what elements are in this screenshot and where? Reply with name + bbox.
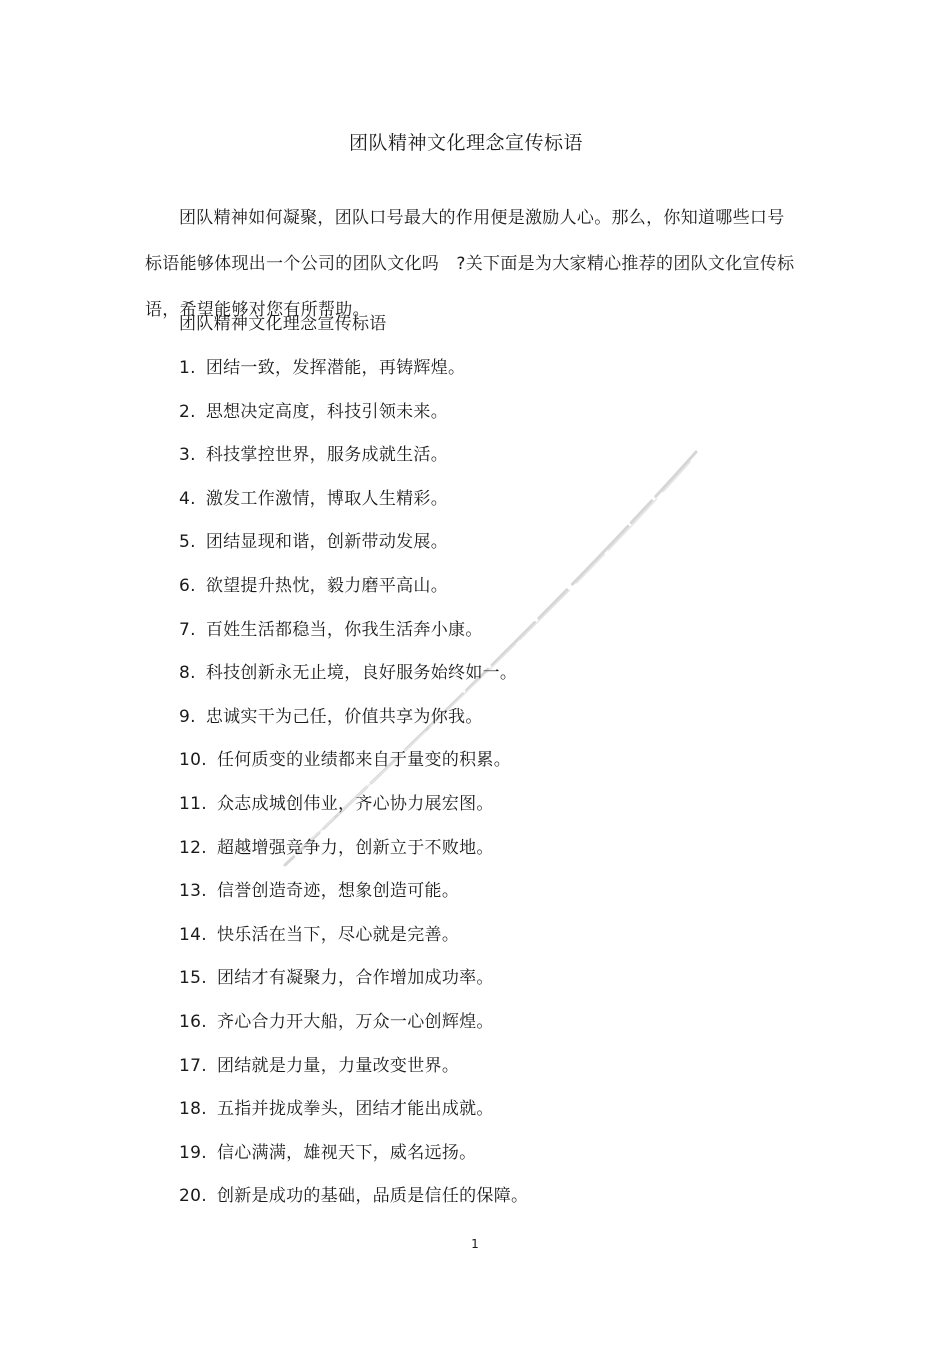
slogan-number: 16. <box>179 1011 207 1032</box>
slogan-text: 团结一致，发挥潜能，再铸辉煌。 <box>205 358 466 378</box>
slogan-number: 12. <box>179 837 207 858</box>
slogan-item <box>179 1007 528 1051</box>
slogan-item <box>179 876 528 920</box>
slogan-number: 19. <box>179 1142 207 1163</box>
document-title: 团队精神文化理念宣传标语 <box>348 132 583 154</box>
slogan-item <box>179 615 528 659</box>
slogan-text: 创新是成功的基础，品质是信任的保障。 <box>216 1186 529 1207</box>
section-subheading: 团队精神文化理念宣传标语 <box>179 314 387 334</box>
slogan-number: 13. <box>179 881 207 902</box>
slogan-text: 激发工作激情，博取人生精彩。 <box>205 488 449 509</box>
slogan-item <box>179 833 528 877</box>
slogan-number: 5. <box>179 532 196 553</box>
slogan-item <box>179 440 528 484</box>
slogan-text: 快乐活在当下，尽心就是完善。 <box>216 924 460 945</box>
slogan-number: 17. <box>179 1055 207 1076</box>
slogan-number: 1. <box>179 358 196 378</box>
slogan-text: 欲望提升热忱，毅力磨平高山。 <box>205 575 449 596</box>
slogan-item <box>179 920 528 964</box>
slogan-text: 百姓生活都稳当，你我生活奔小康。 <box>205 619 483 640</box>
slogan-number: 8. <box>179 663 196 684</box>
slogan-text: 信誉创造奇迹，想象创造可能。 <box>216 881 460 902</box>
slogan-text: 科技创新永无止境，良好服务始终如一。 <box>205 663 518 684</box>
slogan-number: 9. <box>179 706 196 727</box>
slogan-item <box>179 963 528 1007</box>
slogan-item <box>179 571 528 615</box>
slogan-list <box>179 353 528 1225</box>
slogan-item <box>179 745 528 789</box>
slogan-number: 4. <box>179 488 196 509</box>
slogan-text: 团结显现和谐，创新带动发展。 <box>205 532 449 553</box>
slogan-item <box>179 527 528 571</box>
slogan-number: 2. <box>179 401 196 422</box>
slogan-text: 五指并拢成拳头，团结才能出成就。 <box>216 1099 494 1120</box>
slogan-item <box>179 702 528 746</box>
slogan-text: 思想决定高度，科技引领未来。 <box>205 401 449 422</box>
slogan-text: 团结才有凝聚力，合作增加成功率。 <box>216 968 494 989</box>
slogan-item <box>179 658 528 702</box>
slogan-number: 7. <box>179 619 196 640</box>
slogan-item <box>179 1051 528 1095</box>
slogan-item <box>179 789 528 833</box>
slogan-item <box>179 397 528 441</box>
slogan-number: 14. <box>179 924 207 945</box>
slogan-number: 10. <box>179 750 207 771</box>
slogan-number: 11. <box>179 793 207 814</box>
slogan-item <box>179 1094 528 1138</box>
slogan-text: 任何质变的业绩都来自于量变的积累。 <box>216 750 512 771</box>
slogan-number: 3. <box>179 445 196 466</box>
slogan-item <box>179 484 528 528</box>
slogan-text: 众志成城创伟业，齐心协力展宏图。 <box>216 793 494 814</box>
slogan-number: 20. <box>179 1186 207 1207</box>
slogan-item <box>179 1138 528 1182</box>
intro-paragraph: 团队精神如何凝聚，团队口号最大的作用便是激励人心。那么，你知道哪些口号标语能够体现出一个公司的团队文化吗 ?关下面是为大家精心推荐的团队文化宣传标语，希望能够对您有所帮助。 <box>145 208 795 320</box>
slogan-number: 18. <box>179 1099 207 1120</box>
page-number: 1 <box>471 1237 479 1251</box>
slogan-text: 忠诚实干为己任，价值共享为你我。 <box>205 706 483 727</box>
slogan-text: 超越增强竞争力，创新立于不败地。 <box>216 837 494 858</box>
slogan-number: 6. <box>179 575 196 596</box>
slogan-item <box>179 1181 528 1225</box>
slogan-item <box>179 353 528 397</box>
slogan-text: 科技掌控世界，服务成就生活。 <box>205 445 449 466</box>
slogan-number: 15. <box>179 968 207 989</box>
slogan-text: 团结就是力量，力量改变世界。 <box>216 1055 460 1076</box>
slogan-text: 信心满满，雄视天下，威名远扬。 <box>216 1142 477 1163</box>
slogan-text: 齐心合力开大船，万众一心创辉煌。 <box>216 1011 494 1032</box>
